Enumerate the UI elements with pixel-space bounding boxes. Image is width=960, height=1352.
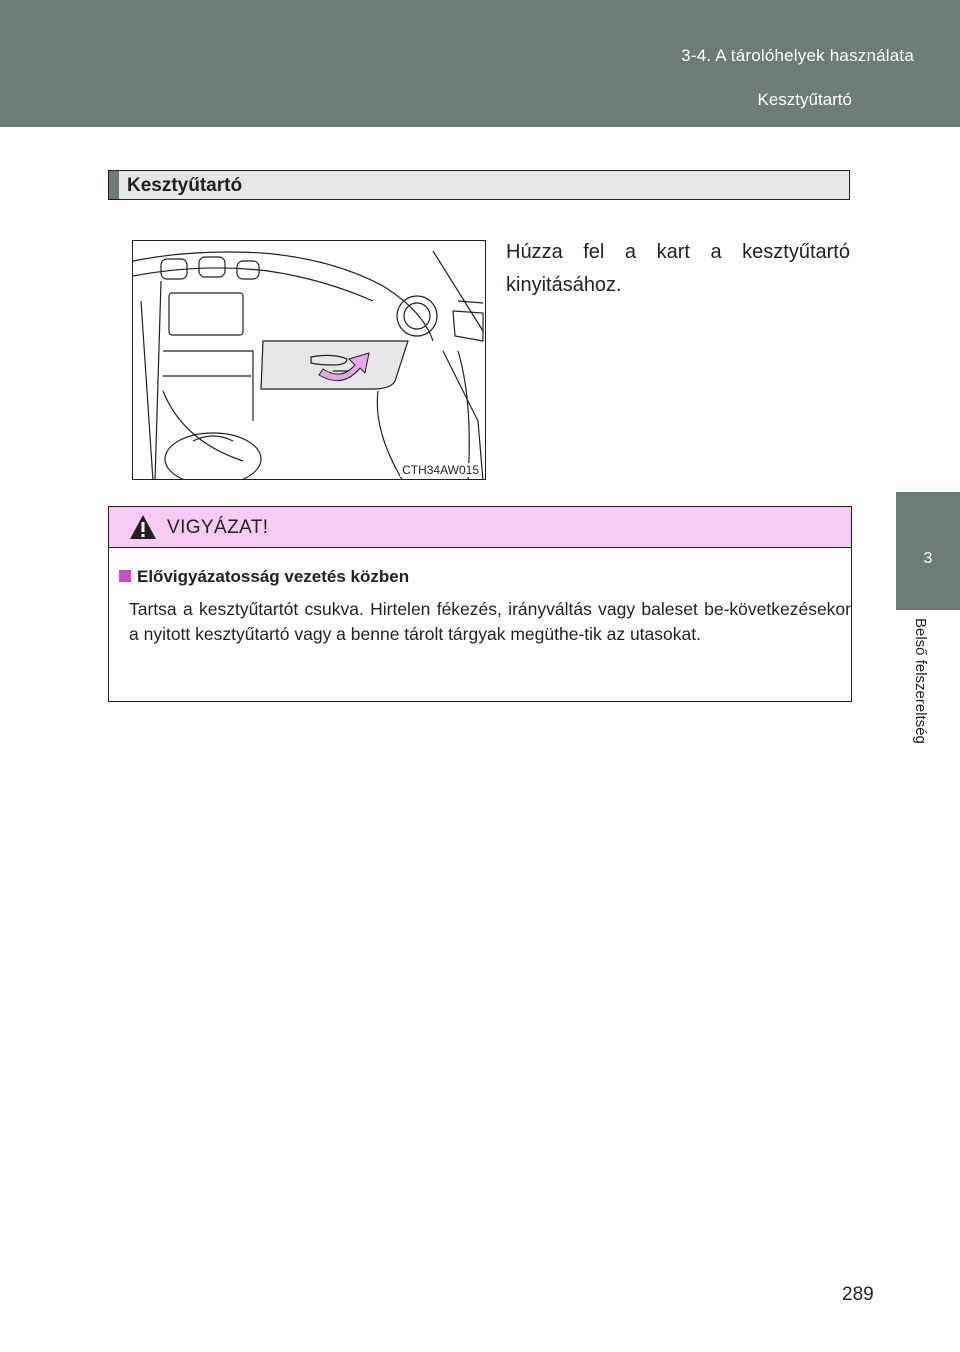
header-section-title: Kesztyűtartó	[757, 90, 852, 109]
page-number: 289	[842, 1284, 874, 1305]
header-band	[0, 0, 960, 127]
warning-header	[109, 507, 851, 548]
dashboard-drawing	[133, 241, 486, 480]
section-heading-bar	[108, 170, 850, 200]
warning-triangle-icon	[129, 514, 157, 540]
section-heading-accent	[109, 171, 119, 199]
chapter-side-tab	[896, 492, 960, 610]
warning-box	[108, 506, 852, 702]
glovebox-illustration	[132, 240, 486, 480]
figure-code: CTH34AW015	[402, 463, 479, 477]
instruction-text: Húzza fel a kart a kesztyűtartó kinyitásához.	[506, 241, 850, 296]
chapter-side-label: Belső felszereltség	[912, 618, 929, 744]
chapter-number: 3	[923, 550, 933, 567]
bullet-square-icon	[119, 570, 131, 582]
section-title: Kesztyűtartó	[127, 175, 243, 196]
header-chapter-title: 3-4. A tárolóhelyek használata	[681, 46, 914, 65]
warning-subheading-text: Elővigyázatosság vezetés közben	[137, 567, 410, 586]
warning-body: Tartsa a kesztyűtartót csukva. Hirtelen fékezés, irányváltás vagy baleset be-következésekor a nyitott kesztyűtartó vagy a benne tárolt tárgyak megüthe-tik az utasokat.	[129, 599, 851, 644]
warning-title: VIGYÁZAT!	[167, 517, 269, 538]
warning-subheading	[119, 567, 409, 587]
